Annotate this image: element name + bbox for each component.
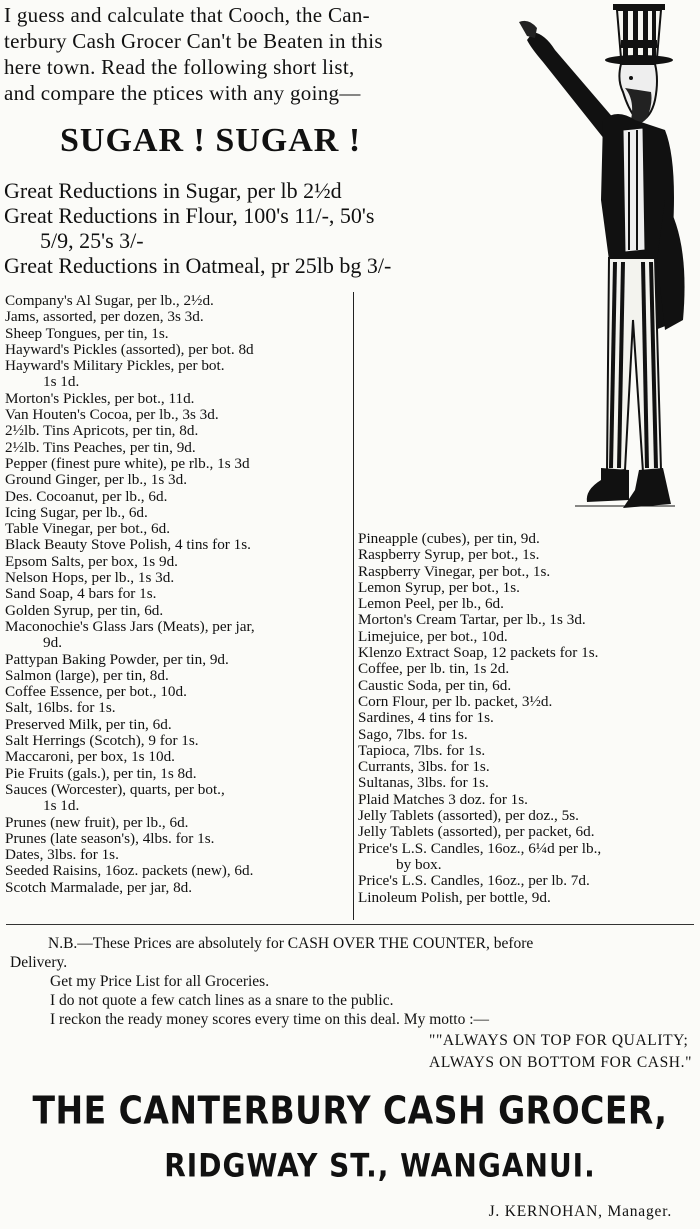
price-item: 1s 1d. [43, 373, 80, 391]
price-item: Pineapple (cubes), per tin, 9d. [358, 530, 540, 547]
intro-paragraph [4, 2, 504, 106]
price-item: Raspberry Syrup, per bot., 1s. [358, 546, 540, 564]
column-divider [353, 292, 354, 920]
motto-line: ""ALWAYS ON TOP FOR QUALITY; [429, 1032, 689, 1049]
price-item: Currants, 3lbs. for 1s. [358, 758, 490, 776]
price-item: Klenzo Extract Soap, 12 packets for 1s. [358, 644, 599, 662]
price-list-left [5, 293, 350, 896]
price-item: 2½lb. Tins Peaches, per tin, 9d. [5, 438, 196, 456]
intro-line: and compare the ptices with any going— [4, 81, 361, 105]
price-item: Epsom Salts, per box, 1s 9d. [5, 552, 178, 570]
price-item: Prunes (new fruit), per lb., 6d. [5, 813, 189, 831]
notice-line: I reckon the ready money scores every time on this deal. My motto :— [50, 1011, 490, 1028]
price-item: Black Beauty Stove Polish, 4 tins for 1s. [5, 536, 251, 554]
price-item: 9d. [43, 634, 62, 652]
price-item: Plaid Matches 3 doz. for 1s. [358, 790, 528, 808]
price-item: Morton's Cream Tartar, per lb., 1s 3d. [358, 611, 586, 629]
price-item: Sago, 7lbs. for 1s. [358, 725, 468, 743]
notice-line: I do not quote a few catch lines as a snare to the public. [50, 992, 394, 1009]
price-item: Lemon Syrup, per bot., 1s. [358, 578, 520, 596]
price-item: Pie Fruits (gals.), per tin, 1s 8d. [5, 764, 197, 782]
reductions-block [4, 178, 504, 278]
notice-line: Get my Price List for all Groceries. [50, 973, 270, 990]
price-item: Caustic Soda, per tin, 6d. [358, 676, 512, 694]
price-item: Corn Flour, per lb. packet, 3½d. [358, 692, 553, 710]
price-item: Sauces (Worcester), quarts, per bot., [5, 780, 225, 798]
price-item: Golden Syrup, per tin, 6d. [5, 601, 164, 619]
price-item: Table Vinegar, per bot., 6d. [5, 520, 170, 538]
price-item: Limejuice, per bot., 10d. [358, 627, 508, 645]
price-item: Sultanas, 3lbs. for 1s. [358, 774, 489, 792]
price-item: Scotch Marmalade, per jar, 8d. [5, 878, 193, 896]
motto-line: ALWAYS ON BOTTOM FOR CASH." [429, 1054, 692, 1071]
price-item: Jams, assorted, per dozen, 3s 3d. [5, 308, 204, 326]
reduction-line: 5/9, 25's 3/- [40, 228, 144, 253]
headline-sugar: SUGAR ! SUGAR ! [60, 122, 362, 159]
price-item: Sardines, 4 tins for 1s. [358, 709, 494, 727]
price-item: Lemon Peel, per lb., 6d. [358, 595, 504, 613]
price-list-right [358, 531, 698, 906]
reduction-line: Great Reductions in Oatmeal, pr 25lb bg 3/- [4, 253, 392, 278]
hat-stripes-icon [617, 10, 661, 58]
uncle-sam-illustration [505, 0, 700, 535]
firm-name: THE CANTERBURY CASH GROCER, [32, 1088, 668, 1133]
price-item: Salt, 16lbs. for 1s. [5, 699, 116, 717]
price-item: Linoleum Polish, per bottle, 9d. [358, 888, 551, 906]
price-item: Icing Sugar, per lb., 6d. [5, 503, 148, 521]
manager-signature: J. KERNOHAN, Manager. [488, 1203, 672, 1220]
price-item: Salt Herrings (Scotch), 9 for 1s. [5, 732, 199, 750]
reduction-line: Great Reductions in Flour, 100's 11/-, 50's [4, 203, 375, 228]
notice-line: Delivery. [10, 954, 68, 971]
price-item: Raspberry Vinegar, per bot., 1s. [358, 562, 551, 580]
price-item: Preserved Milk, per tin, 6d. [5, 715, 172, 733]
price-item: Price's L.S. Candles, 16oz., 6¼d per lb., [358, 839, 602, 857]
price-item: Prunes (late season's), 4lbs. for 1s. [5, 829, 215, 847]
firm-address: RIDGWAY ST., WANGANUI. [164, 1146, 596, 1185]
price-item: Seeded Raisins, 16oz. packets (new), 6d. [5, 862, 254, 880]
price-item: Hayward's Military Pickles, per bot. [5, 357, 225, 375]
price-item: Des. Cocoanut, per lb., 6d. [5, 487, 168, 505]
price-item: Morton's Pickles, per bot., 11d. [5, 389, 195, 407]
price-item: Jelly Tablets (assorted), per packet, 6d. [358, 823, 595, 841]
price-item: Salmon (large), per tin, 8d. [5, 666, 169, 684]
price-item: Hayward's Pickles (assorted), per bot. 8d [5, 340, 254, 358]
price-item: Jelly Tablets (assorted), per doz., 5s. [358, 807, 579, 825]
motto [429, 1030, 692, 1074]
price-item: Ground Ginger, per lb., 1s 3d. [5, 471, 188, 489]
intro-line: terbury Cash Grocer Can't be Beaten in this [4, 29, 383, 53]
intro-line: I guess and calculate that Cooch, the Can- [4, 3, 370, 27]
price-item: Van Houten's Cocoa, per lb., 3s 3d. [5, 406, 219, 424]
price-item: Tapioca, 7lbs. for 1s. [358, 741, 486, 759]
price-item: by box. [396, 855, 442, 873]
notice-line: N.B.—These Prices are absolutely for CASH OVER THE COUNTER, before [48, 935, 534, 952]
price-item: Maconochie's Glass Jars (Meats), per jar, [5, 617, 255, 635]
price-item: Coffee, per lb. tin, 1s 2d. [358, 660, 510, 678]
price-item: Sand Soap, 4 bars for 1s. [5, 585, 157, 603]
price-item: Dates, 3lbs. for 1s. [5, 846, 119, 864]
price-item: Maccaroni, per box, 1s 10d. [5, 748, 175, 766]
section-rule [6, 924, 694, 925]
price-item: Price's L.S. Candles, 16oz., per lb. 7d. [358, 872, 590, 890]
price-item: Sheep Tongues, per tin, 1s. [5, 324, 169, 342]
intro-line: here town. Read the following short list, [4, 55, 355, 79]
reduction-line: Great Reductions in Sugar, per lb 2½d [4, 178, 342, 203]
price-item: 1s 1d. [43, 797, 80, 815]
price-item: Coffee Essence, per bot., 10d. [5, 683, 187, 701]
notice-block [10, 934, 696, 1029]
price-item: Company's Al Sugar, per lb., 2½d. [5, 292, 214, 309]
price-item: Nelson Hops, per lb., 1s 3d. [5, 569, 175, 587]
price-item: Pattypan Baking Powder, per tin, 9d. [5, 650, 229, 668]
price-item: Pepper (finest pure white), pe rlb., 1s 3d [5, 454, 250, 472]
price-item: 2½lb. Tins Apricots, per tin, 8d. [5, 422, 199, 440]
